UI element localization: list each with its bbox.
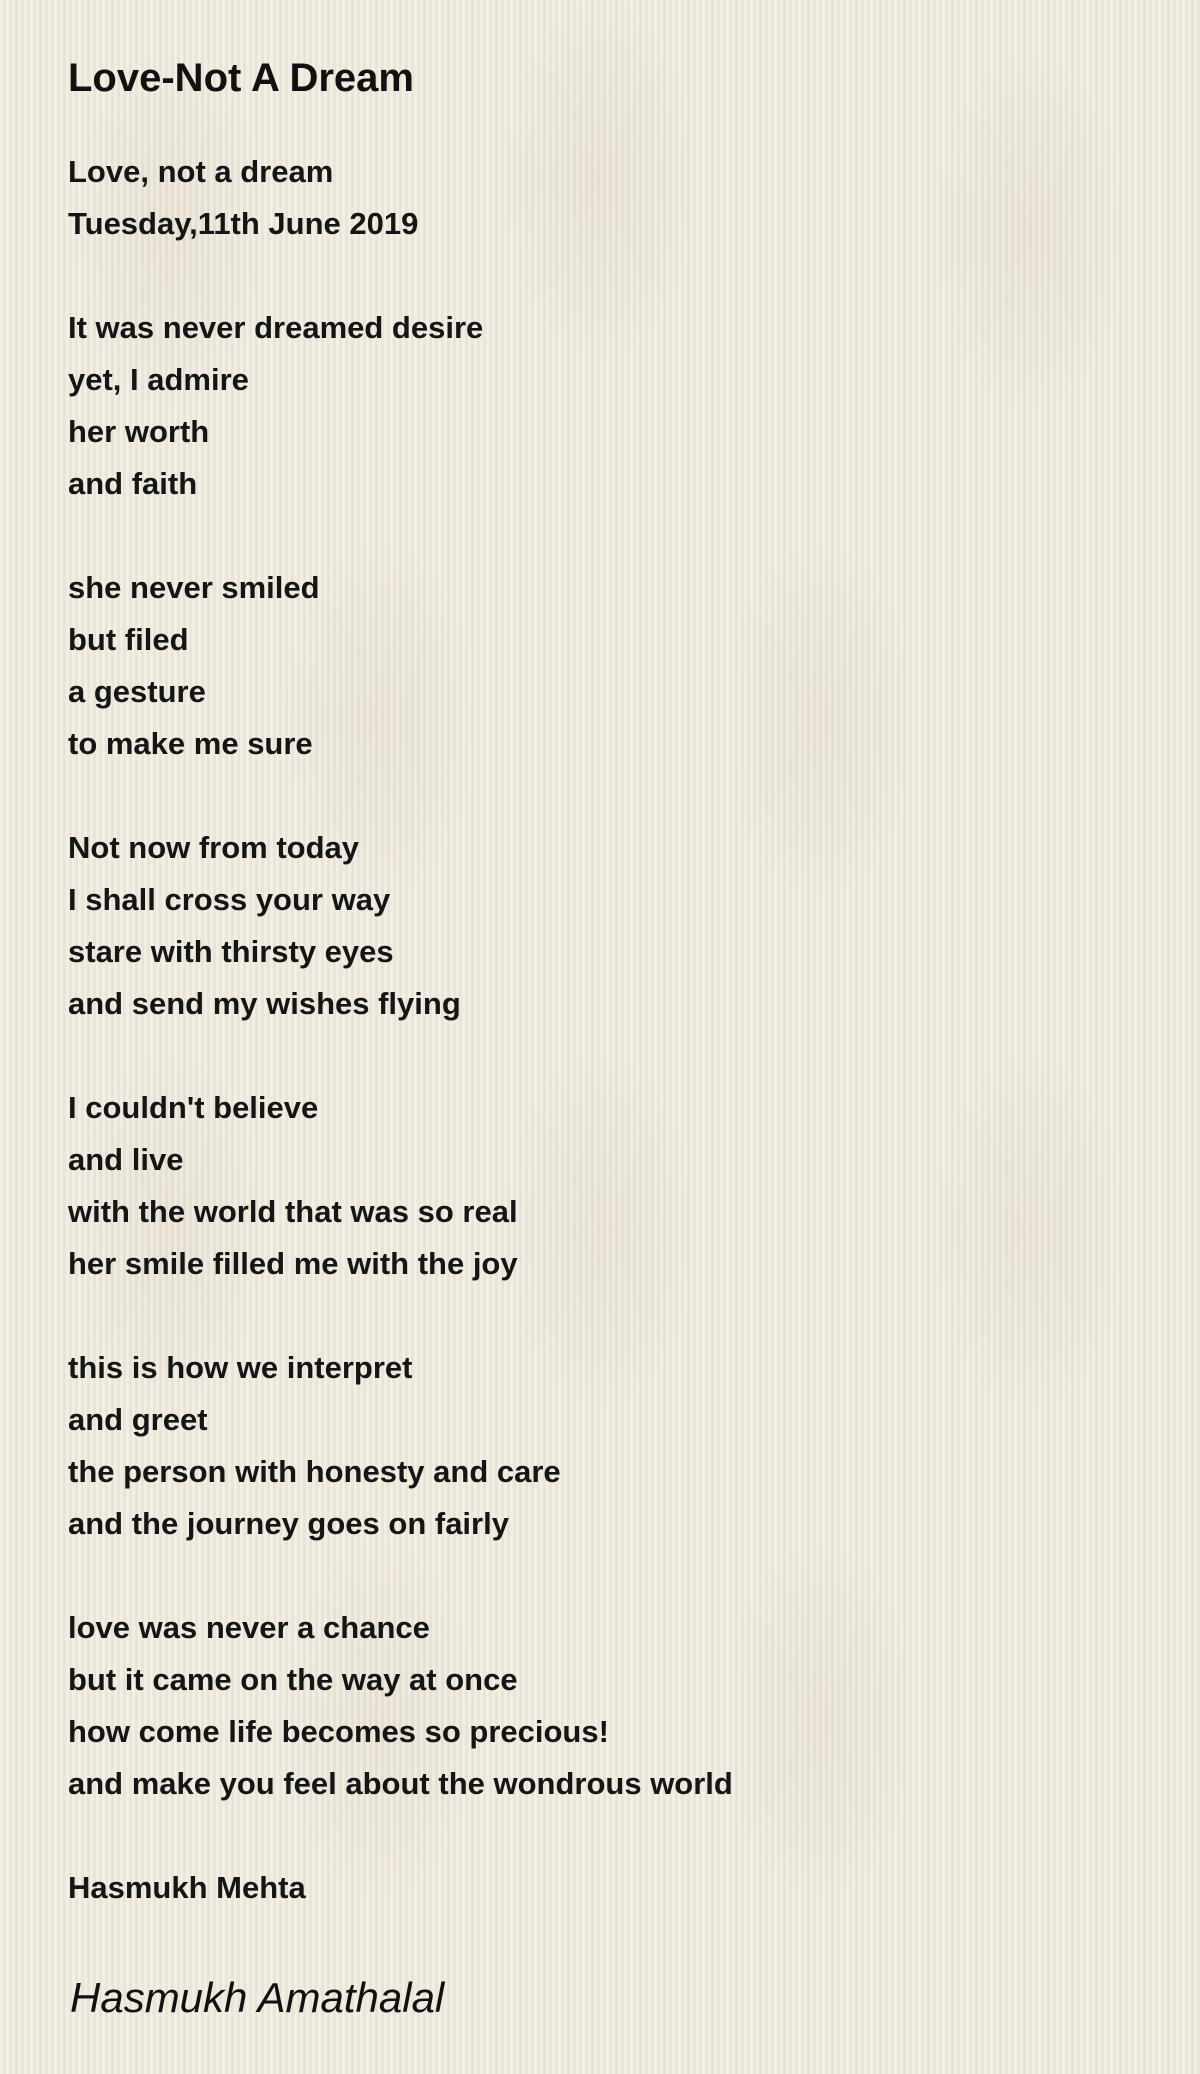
stanza-gap [68, 1550, 1148, 1602]
poem-line: and send my wishes flying [68, 986, 461, 1021]
poem-heading-line: Love, not a dream [68, 154, 334, 189]
poem-line: I shall cross your way [68, 882, 391, 917]
stanza-gap [68, 1030, 1148, 1082]
poem-line: and live [68, 1142, 184, 1177]
poem-line: stare with thirsty eyes [68, 934, 394, 969]
poem-line: and greet [68, 1402, 208, 1437]
poem-line: a gesture [68, 674, 206, 709]
poem-closing-name: Hasmukh Mehta [68, 1870, 306, 1905]
poem-line: and the journey goes on fairly [68, 1506, 509, 1541]
poem-line: how come life becomes so precious! [68, 1714, 609, 1749]
poem-line: but filed [68, 622, 189, 657]
poem-line: with the world that was so real [68, 1194, 518, 1229]
poem-line: her worth [68, 414, 210, 449]
poem-line: I couldn't believe [68, 1090, 319, 1125]
poem-line: her smile filled me with the joy [68, 1246, 518, 1281]
poem-line: but it came on the way at once [68, 1662, 518, 1697]
poem-title: Love-Not A Dream [68, 56, 414, 100]
poem-date-line: Tuesday,11th June 2019 [68, 206, 419, 241]
poem-line: the person with honesty and care [68, 1454, 561, 1489]
poem-page [68, 50, 1148, 1905]
poem-line: love was never a chance [68, 1610, 430, 1645]
poem-line: this is how we interpret [68, 1350, 413, 1385]
stanza-gap [68, 510, 1148, 562]
poem-body [68, 146, 1148, 1914]
stanza-gap [68, 1290, 1148, 1342]
poem-line: and make you feel about the wondrous world [68, 1766, 733, 1801]
poem-line: yet, I admire [68, 362, 249, 397]
stanza-gap [68, 770, 1148, 822]
poem-line: It was never dreamed desire [68, 310, 484, 345]
stanza-gap [68, 250, 1148, 302]
poem-line: and faith [68, 466, 198, 501]
stanza-gap [68, 1810, 1148, 1862]
poem-line: to make me sure [68, 726, 313, 761]
poet-name: Hasmukh Amathalal [70, 1974, 445, 2021]
poem-line: Not now from today [68, 830, 360, 865]
poem-line: she never smiled [68, 570, 320, 605]
